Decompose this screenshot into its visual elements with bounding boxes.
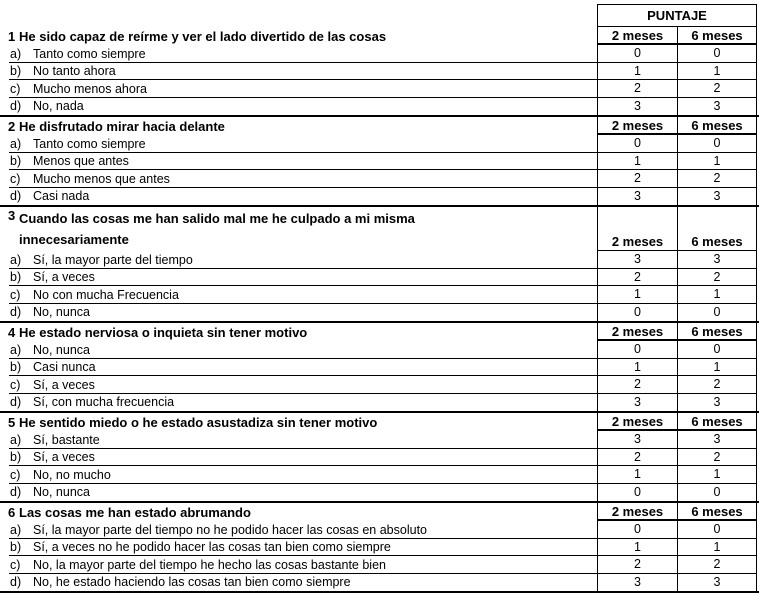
question-text: He sido capaz de reírme y ver el lado divertido de las cosas — [19, 28, 387, 44]
option-text: No tanto ahora — [33, 64, 116, 79]
option-letter: c) — [10, 557, 21, 572]
score-value-cell — [677, 170, 757, 188]
puntaje-left-spacer — [0, 4, 597, 27]
option-row — [0, 98, 759, 116]
score-value-cell — [677, 153, 757, 171]
question-line-2 — [8, 229, 597, 250]
option-row — [0, 556, 759, 574]
option-letter: b) — [10, 450, 22, 465]
question-text: He estado nerviosa o inquieta sin tener motivo — [19, 324, 308, 340]
score-value: 1 — [713, 467, 721, 482]
score-col-header-label: 6 meses — [691, 503, 743, 519]
score-col-header-label: 6 meses — [691, 27, 743, 43]
score-value: 1 — [634, 467, 641, 482]
score-col-header-label: 2 meses — [611, 413, 664, 429]
option-cell — [0, 63, 597, 81]
score-col-header — [597, 323, 677, 341]
option-row — [0, 376, 759, 394]
question-header-row — [0, 413, 759, 431]
option-letter: a) — [10, 46, 22, 61]
score-value: 0 — [713, 485, 721, 500]
score-value-cell — [597, 556, 677, 574]
score-value: 2 — [634, 449, 641, 464]
option-letter: d) — [10, 189, 22, 204]
score-value-cell — [597, 153, 677, 171]
score-value-cell — [597, 269, 677, 287]
option-letter: c) — [10, 467, 21, 482]
question-number: 3 — [8, 208, 16, 223]
question-text: He sentido miedo o he estado asustadiza sin tener motivo — [19, 414, 378, 430]
score-value-cell — [677, 98, 757, 116]
option-text: Sí, bastante — [33, 432, 100, 447]
score-value-cell — [597, 170, 677, 188]
option-text: Sí, a veces no he podido hacer las cosas tan bien como siempre — [33, 540, 391, 555]
option-cell — [0, 170, 597, 188]
score-value: 2 — [634, 81, 641, 96]
puntaje-header-row — [0, 4, 759, 27]
question-number: 4 — [8, 324, 16, 340]
score-col-header-label: 6 meses — [691, 323, 743, 339]
score-value: 2 — [634, 269, 641, 284]
score-value: 2 — [634, 171, 641, 186]
question-header-row — [0, 117, 759, 135]
question-block — [0, 321, 759, 411]
option-text: No, nunca — [33, 342, 90, 357]
option-text: No, he estado haciendo las cosas tan bien como siempre — [33, 575, 351, 590]
option-cell — [0, 484, 597, 502]
score-value: 2 — [713, 81, 721, 96]
score-value-cell — [677, 63, 757, 81]
option-letter: c) — [10, 287, 21, 302]
question-header-row — [0, 323, 759, 341]
score-value-cell — [597, 539, 677, 557]
option-cell — [0, 556, 597, 574]
score-value-cell — [677, 304, 757, 322]
question-text: Cuando las cosas me han salido mal me he culpado a mi misma — [19, 211, 415, 226]
option-cell — [0, 286, 597, 304]
option-cell — [0, 431, 597, 449]
score-value: 3 — [713, 99, 721, 114]
option-cell — [0, 394, 597, 412]
score-col-header-label: 6 meses — [691, 413, 743, 429]
score-value: 2 — [713, 449, 721, 464]
option-text: No, la mayor parte del tiempo he hecho las cosas bastante bien — [33, 557, 386, 572]
option-row — [0, 251, 759, 269]
question-number: 5 — [8, 414, 16, 430]
option-cell — [0, 359, 597, 377]
score-value-cell — [677, 431, 757, 449]
option-cell — [0, 539, 597, 557]
score-col-header-label: 2 meses — [611, 234, 664, 249]
option-row — [0, 80, 759, 98]
score-value: 1 — [713, 153, 721, 168]
option-row — [0, 394, 759, 412]
score-value: 3 — [713, 252, 721, 267]
score-value: 1 — [713, 287, 721, 302]
score-col-header — [597, 413, 677, 431]
score-value-cell — [677, 359, 757, 377]
option-text: Sí, a veces — [33, 450, 95, 465]
question-text: Las cosas me han estado abrumando — [19, 504, 251, 520]
score-value: 2 — [713, 269, 721, 284]
option-row — [0, 170, 759, 188]
option-text: Mucho menos ahora — [33, 81, 147, 96]
option-letter: d) — [10, 99, 22, 114]
question-line-1 — [8, 208, 597, 229]
option-row — [0, 269, 759, 287]
score-value-cell — [597, 341, 677, 359]
question-block — [0, 411, 759, 501]
option-text: No, no mucho — [33, 467, 111, 482]
score-value: 3 — [634, 252, 641, 267]
score-value: 1 — [713, 539, 721, 554]
question-blocks — [0, 27, 759, 593]
score-col-header — [677, 503, 757, 521]
option-letter: d) — [10, 395, 22, 410]
score-value: 2 — [713, 377, 721, 392]
option-row — [0, 521, 759, 539]
score-col-header — [677, 323, 757, 341]
score-value: 0 — [634, 522, 641, 537]
score-value-cell — [677, 574, 757, 592]
score-value-cell — [597, 484, 677, 502]
score-value: 1 — [713, 63, 721, 78]
score-value: 0 — [634, 305, 641, 320]
score-value-cell — [677, 269, 757, 287]
question-header-row — [0, 27, 759, 45]
option-cell — [0, 98, 597, 116]
option-row — [0, 188, 759, 206]
question-title — [0, 413, 597, 431]
score-value: 3 — [713, 189, 721, 204]
score-value: 3 — [713, 395, 721, 410]
option-row — [0, 304, 759, 322]
score-value-cell — [677, 539, 757, 557]
score-col-header-label: 6 meses — [691, 234, 743, 249]
score-value-cell — [677, 484, 757, 502]
option-row — [0, 484, 759, 502]
score-value-cell — [677, 286, 757, 304]
score-value-cell — [677, 251, 757, 269]
option-letter: b) — [10, 154, 22, 169]
score-value: 2 — [634, 377, 641, 392]
option-cell — [0, 376, 597, 394]
score-value: 1 — [713, 359, 721, 374]
score-value-cell — [597, 449, 677, 467]
score-value-cell — [597, 574, 677, 592]
score-value-cell — [677, 376, 757, 394]
option-text: Sí, la mayor parte del tiempo — [33, 252, 193, 267]
option-letter: c) — [10, 377, 21, 392]
option-text: Casi nada — [33, 189, 90, 204]
question-text: He disfrutado mirar hacia delante — [19, 118, 225, 134]
score-value-cell — [677, 341, 757, 359]
question-title — [0, 27, 597, 45]
option-letter: b) — [10, 540, 22, 555]
option-cell — [0, 188, 597, 206]
option-cell — [0, 466, 597, 484]
option-text: Tanto como siempre — [33, 136, 146, 151]
score-col-header — [677, 207, 757, 251]
option-row — [0, 286, 759, 304]
question-header-row — [0, 503, 759, 521]
score-value-cell — [677, 394, 757, 412]
score-value: 1 — [634, 287, 641, 302]
score-col-header-label: 2 meses — [611, 503, 664, 519]
score-value-cell — [597, 135, 677, 153]
score-value: 2 — [713, 171, 721, 186]
option-letter: d) — [10, 305, 22, 320]
score-col-header — [597, 503, 677, 521]
score-col-header — [677, 117, 757, 135]
score-value-cell — [597, 188, 677, 206]
score-value: 0 — [713, 136, 721, 151]
option-cell — [0, 521, 597, 539]
score-value-cell — [677, 80, 757, 98]
score-value: 2 — [634, 557, 641, 572]
option-text: Sí, a veces — [33, 270, 95, 285]
question-block — [0, 115, 759, 205]
score-value-cell — [597, 286, 677, 304]
score-value-cell — [597, 394, 677, 412]
option-text: Mucho menos que antes — [33, 171, 170, 186]
option-cell — [0, 45, 597, 63]
score-value-cell — [597, 63, 677, 81]
option-cell — [0, 80, 597, 98]
option-text: No, nada — [33, 99, 84, 114]
question-title — [0, 207, 597, 251]
score-value: 0 — [634, 342, 641, 357]
option-text: Sí, con mucha frecuencia — [33, 395, 175, 410]
option-row — [0, 63, 759, 81]
option-row — [0, 359, 759, 377]
score-value-cell — [597, 80, 677, 98]
score-value-cell — [677, 449, 757, 467]
option-cell — [0, 269, 597, 287]
score-value-cell — [597, 45, 677, 63]
score-col-header-label: 2 meses — [611, 323, 664, 339]
option-letter: a) — [10, 432, 22, 447]
option-row — [0, 574, 759, 592]
option-row — [0, 449, 759, 467]
question-block — [0, 205, 759, 321]
score-col-header-label: 6 meses — [691, 117, 743, 133]
score-value-cell — [597, 376, 677, 394]
option-row — [0, 466, 759, 484]
score-value: 3 — [713, 432, 721, 447]
option-cell — [0, 574, 597, 592]
question-number: 1 — [8, 28, 16, 44]
score-value-cell — [677, 45, 757, 63]
option-letter: b) — [10, 270, 22, 285]
score-value: 0 — [713, 305, 721, 320]
option-letter: c) — [10, 171, 21, 186]
score-value-cell — [597, 359, 677, 377]
option-letter: a) — [10, 252, 22, 267]
option-cell — [0, 449, 597, 467]
question-number: 2 — [8, 118, 16, 134]
score-value: 0 — [713, 46, 721, 61]
question-title — [0, 323, 597, 341]
question-text-continued: innecesariamente — [19, 232, 129, 247]
score-value: 3 — [634, 99, 641, 114]
score-value: 3 — [634, 189, 641, 204]
score-value: 0 — [634, 46, 641, 61]
option-cell — [0, 251, 597, 269]
option-letter: a) — [10, 522, 22, 537]
score-value-cell — [677, 135, 757, 153]
score-col-header — [677, 413, 757, 431]
option-letter: b) — [10, 360, 22, 375]
score-value: 3 — [634, 575, 641, 590]
score-value: 0 — [713, 522, 721, 537]
score-col-header — [597, 207, 677, 251]
question-title — [0, 117, 597, 135]
option-cell — [0, 304, 597, 322]
option-letter: a) — [10, 342, 22, 357]
option-letter: d) — [10, 575, 22, 590]
option-row — [0, 431, 759, 449]
option-text: Menos que antes — [33, 154, 129, 169]
option-text: No, nunca — [33, 305, 90, 320]
score-value-cell — [677, 466, 757, 484]
score-value-cell — [677, 556, 757, 574]
score-value: 1 — [634, 153, 641, 168]
score-value-cell — [597, 466, 677, 484]
score-value: 0 — [634, 485, 641, 500]
question-block — [0, 27, 759, 115]
score-value-cell — [597, 304, 677, 322]
option-cell — [0, 153, 597, 171]
option-text: Sí, a veces — [33, 377, 95, 392]
score-value: 1 — [634, 359, 641, 374]
option-text: Casi nunca — [33, 360, 96, 375]
option-row — [0, 153, 759, 171]
option-row — [0, 45, 759, 63]
score-value-cell — [677, 188, 757, 206]
score-value-cell — [597, 251, 677, 269]
option-letter: a) — [10, 136, 22, 151]
score-value-cell — [677, 521, 757, 539]
score-value: 0 — [713, 342, 721, 357]
question-title — [0, 503, 597, 521]
option-letter: c) — [10, 81, 21, 96]
option-text: Sí, la mayor parte del tiempo no he podido hacer las cosas en absoluto — [33, 522, 427, 537]
score-value: 1 — [634, 539, 641, 554]
option-row — [0, 539, 759, 557]
score-value-cell — [597, 98, 677, 116]
score-col-header — [597, 117, 677, 135]
score-col-header-label: 2 meses — [611, 27, 664, 43]
score-value: 0 — [634, 136, 641, 151]
option-cell — [0, 135, 597, 153]
score-col-header — [597, 27, 677, 45]
score-value: 3 — [634, 432, 641, 447]
score-value: 3 — [634, 395, 641, 410]
option-text: No, nunca — [33, 485, 90, 500]
option-text: No con mucha Frecuencia — [33, 287, 179, 302]
score-value: 2 — [713, 557, 721, 572]
score-value: 3 — [713, 575, 721, 590]
score-col-header-label: 2 meses — [611, 117, 664, 133]
option-row — [0, 341, 759, 359]
option-text: Tanto como siempre — [33, 46, 146, 61]
option-letter: d) — [10, 485, 22, 500]
score-value: 1 — [634, 63, 641, 78]
score-col-header — [677, 27, 757, 45]
score-value-cell — [597, 521, 677, 539]
option-cell — [0, 341, 597, 359]
question-block — [0, 501, 759, 593]
question-header-row — [0, 207, 759, 251]
question-number: 6 — [8, 504, 16, 520]
puntaje-header: PUNTAJE — [597, 4, 757, 27]
score-value-cell — [597, 431, 677, 449]
option-letter: b) — [10, 64, 22, 79]
option-row — [0, 135, 759, 153]
